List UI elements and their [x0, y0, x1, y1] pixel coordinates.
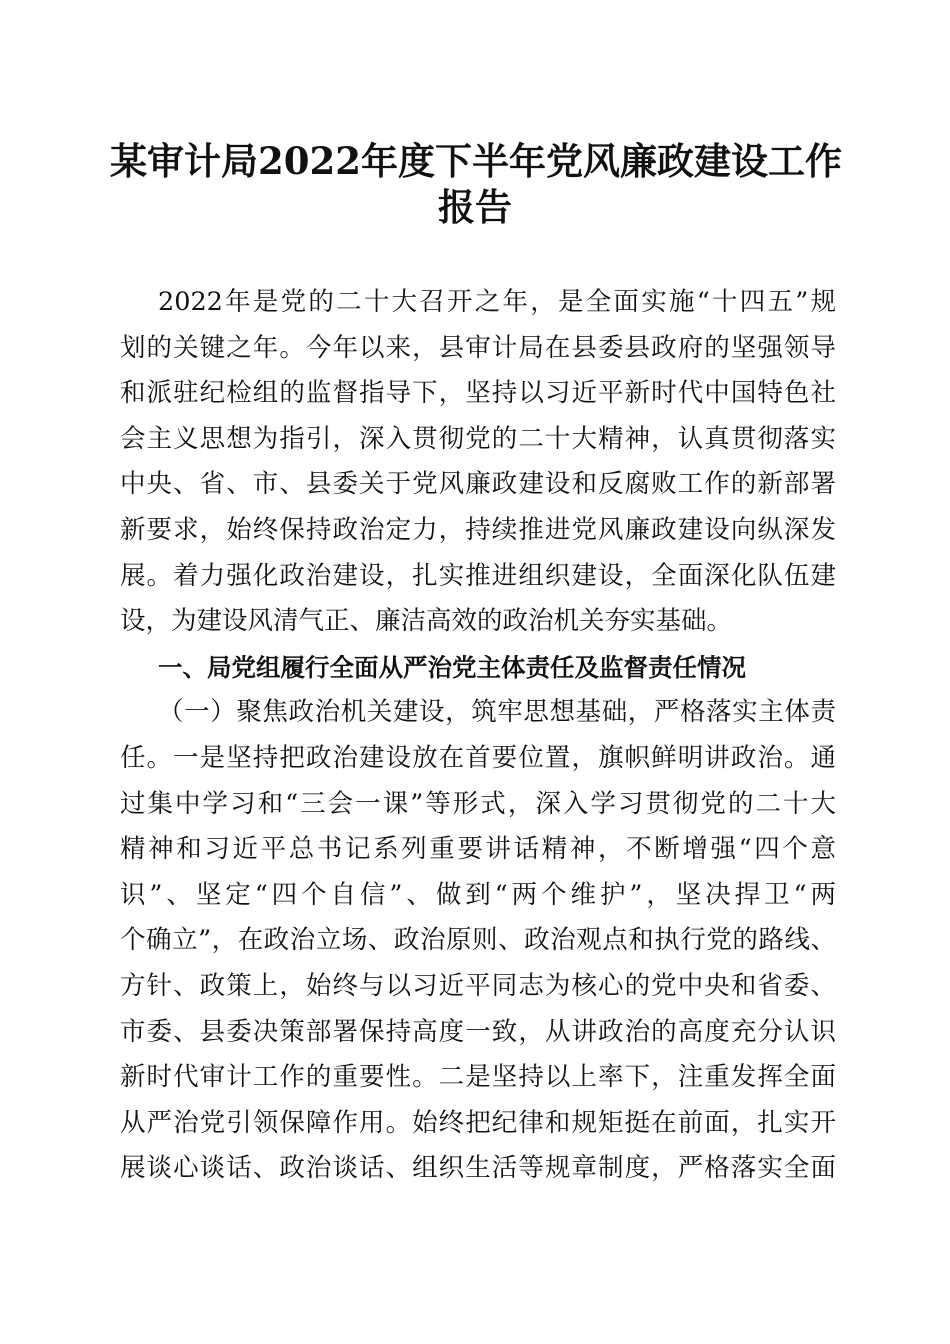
document-title-line-1: 某审计局2022年度下半年党风廉政建设工作	[110, 139, 842, 183]
document-body	[120, 280, 836, 1192]
paragraph-2-line: 从严治党引领保障作用。始终把纪律和规矩挺在前面，扎实开	[120, 1107, 836, 1138]
paragraph-1-line: 2022年是党的二十大召开之年，是全面实施“十四五”规	[158, 287, 836, 317]
paragraph-2-line: 方针、政策上，始终与以习近平同志为核心的党中央和省委、	[120, 970, 836, 1001]
paragraph-2-line: 精神和习近平总书记系列重要讲话精神，不断增强“四个意	[120, 834, 836, 865]
paragraph-1-line: 展。着力强化政治建设，扎实推进组织建设，全面深化队伍建	[120, 560, 836, 591]
paragraph-1-line: 新要求，始终保持政治定力，持续推进党风廉政建设向纵深发	[120, 514, 836, 545]
paragraph-1-line: 中央、省、市、县委关于党风廉政建设和反腐败工作的新部署	[120, 469, 836, 500]
paragraph-2-line: 市委、县委决策部署保持高度一致，从讲政治的高度充分认识	[120, 1016, 836, 1047]
document-title-line-2: 报告	[438, 185, 512, 229]
paragraph-2-line: 识”、坚定“四个自信”、做到“两个维护”，坚决捍卫“两	[120, 879, 836, 910]
paragraph-2-line: 过集中学习和“三会一课”等形式，深入学习贯彻党的二十大	[120, 788, 836, 819]
paragraph-2-line: （一）聚焦政治机关建设，筑牢思想基础，严格落实主体责	[158, 697, 836, 728]
paragraph-1-line: 划的关键之年。今年以来，县审计局在县委县政府的坚强领导	[120, 332, 836, 363]
paragraph-2-line: 展谈心谈话、政治谈话、组织生活等规章制度，严格落实全面	[120, 1153, 836, 1184]
section-heading: 一、局党组履行全面从严治党主体责任及监督责任情况	[158, 652, 746, 682]
paragraph-1-line: 和派驻纪检组的监督指导下，坚持以习近平新时代中国特色社	[120, 378, 836, 409]
paragraph-1-line: 会主义思想为指引，深入贯彻党的二十大精神，认真贯彻落实	[120, 423, 836, 454]
paragraph-2-line: 个确立”，在政治立场、政治原则、政治观点和执行党的路线、	[120, 925, 836, 956]
paragraph-2-line: 新时代审计工作的重要性。二是坚持以上率下，注重发挥全面	[120, 1062, 836, 1093]
paragraph-1-line: 设，为建设风清气正、廉洁高效的政治机关夯实基础。	[120, 606, 733, 637]
paragraph-2-line: 任。一是坚持把政治建设放在首要位置，旗帜鲜明讲政治。通	[120, 742, 836, 773]
